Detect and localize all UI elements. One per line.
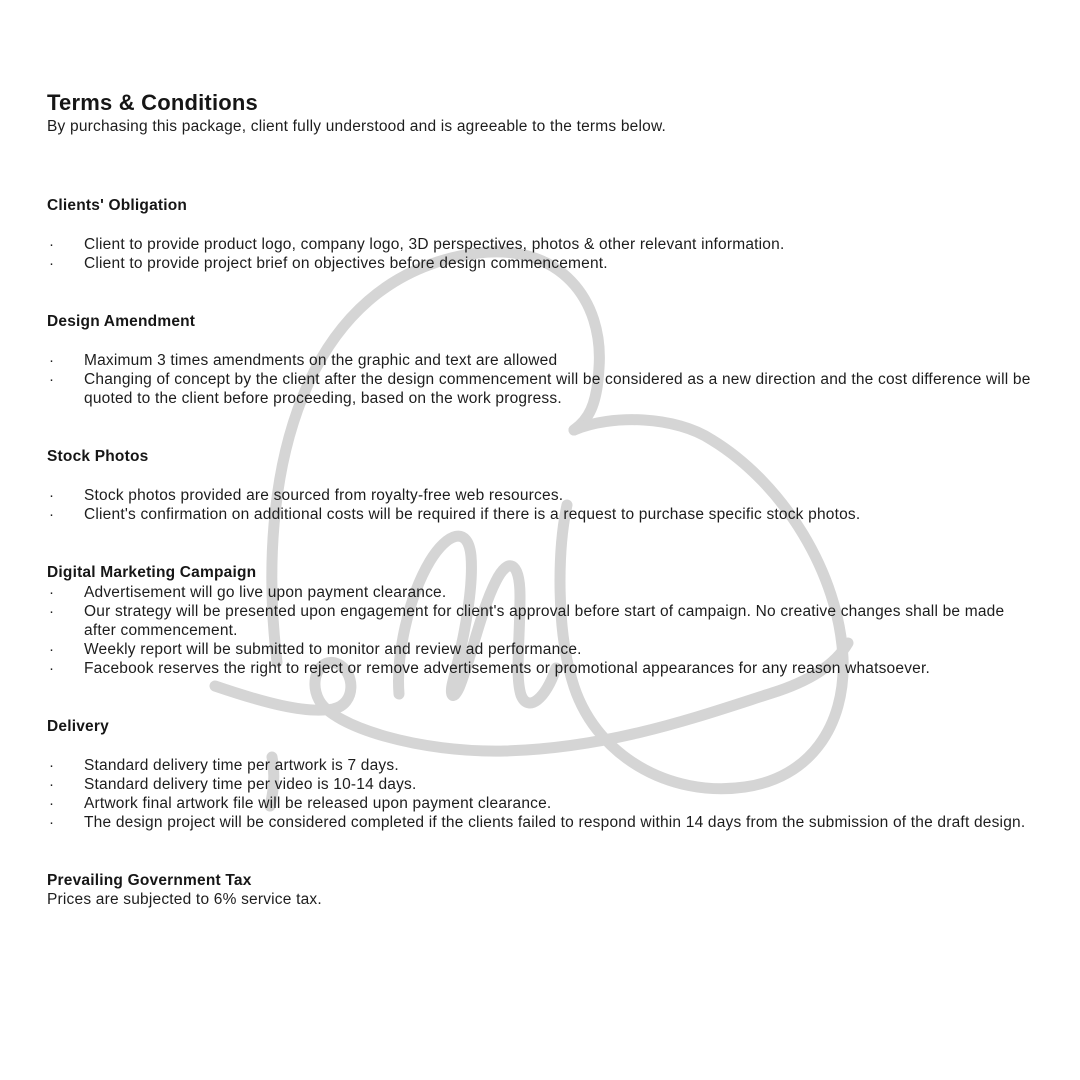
bullet-text: Client to provide project brief on objectives before design commencement. xyxy=(84,255,608,272)
bullet-dot-icon: · xyxy=(49,236,54,253)
sections-container xyxy=(47,196,1035,909)
bullet-text: Client's confirmation on additional costs will be required if there is a request to purchase specific stock photos. xyxy=(84,506,861,523)
bullet-item xyxy=(47,254,1035,273)
section-delivery xyxy=(47,717,1035,832)
page-title: Terms & Conditions xyxy=(47,90,258,115)
bullet-dot-icon: · xyxy=(49,352,54,369)
section-prevailing-government-tax xyxy=(47,871,1035,909)
bullet-text: Client to provide product logo, company logo, 3D perspectives, photos & other relevant information. xyxy=(84,236,785,253)
section-heading: Clients' Obligation xyxy=(47,197,188,214)
bullet-list xyxy=(47,486,1035,524)
section-heading: Prevailing Government Tax xyxy=(47,872,252,889)
bullet-item xyxy=(47,775,1035,794)
bullet-item xyxy=(47,659,1035,678)
section-text: Prices are subjected to 6% service tax. xyxy=(47,891,322,908)
bullet-dot-icon: · xyxy=(49,487,54,504)
section-design-amendment xyxy=(47,312,1035,408)
bullet-dot-icon: · xyxy=(49,603,54,620)
bullet-text: Maximum 3 times amendments on the graphic and text are allowed xyxy=(84,352,558,369)
bullet-item xyxy=(47,370,1035,408)
bullet-item xyxy=(47,235,1035,254)
bullet-item xyxy=(47,486,1035,505)
section-heading: Digital Marketing Campaign xyxy=(47,564,257,581)
section-heading: Design Amendment xyxy=(47,313,196,330)
bullet-item xyxy=(47,602,1035,640)
bullet-text: The design project will be considered completed if the clients failed to respond within 14 days from the submission of the draft design. xyxy=(84,814,1026,831)
intro-text: By purchasing this package, client fully understood and is agreeable to the terms below. xyxy=(47,118,667,135)
section-digital-marketing-campaign xyxy=(47,563,1035,678)
bullet-text: Standard delivery time per artwork is 7 days. xyxy=(84,757,399,774)
bullet-dot-icon: · xyxy=(49,795,54,812)
bullet-item xyxy=(47,583,1035,602)
bullet-dot-icon: · xyxy=(49,371,54,388)
bullet-list xyxy=(47,351,1035,408)
bullet-list xyxy=(47,756,1035,832)
bullet-dot-icon: · xyxy=(49,641,54,658)
section-heading: Stock Photos xyxy=(47,448,149,465)
bullet-text: Standard delivery time per video is 10-14 days. xyxy=(84,776,417,793)
bullet-text: Artwork final artwork file will be released upon payment clearance. xyxy=(84,795,552,812)
bullet-dot-icon: · xyxy=(49,506,54,523)
bullet-dot-icon: · xyxy=(49,660,54,677)
bullet-dot-icon: · xyxy=(49,255,54,272)
section-clients-obligation xyxy=(47,196,1035,273)
bullet-item xyxy=(47,505,1035,524)
bullet-list xyxy=(47,235,1035,273)
bullet-dot-icon: · xyxy=(49,776,54,793)
bullet-item xyxy=(47,640,1035,659)
bullet-text: Advertisement will go live upon payment clearance. xyxy=(84,584,447,601)
bullet-text: Weekly report will be submitted to monitor and review ad performance. xyxy=(84,641,582,658)
bullet-item xyxy=(47,813,1035,832)
bullet-item xyxy=(47,794,1035,813)
bullet-dot-icon: · xyxy=(49,584,54,601)
bullet-text: Stock photos provided are sourced from royalty-free web resources. xyxy=(84,487,564,504)
bullet-dot-icon: · xyxy=(49,757,54,774)
bullet-dot-icon: · xyxy=(49,814,54,831)
section-heading: Delivery xyxy=(47,718,109,735)
bullet-text: Facebook reserves the right to reject or remove advertisements or promotional appearances for any reason whatsoever. xyxy=(84,660,930,677)
bullet-list xyxy=(47,583,1035,678)
section-stock-photos xyxy=(47,447,1035,524)
terms-document xyxy=(47,91,1035,909)
bullet-item xyxy=(47,351,1035,370)
bullet-item xyxy=(47,756,1035,775)
bullet-text: Our strategy will be presented upon engagement for client's approval before start of campaign. No creative changes shall be made after commencement. xyxy=(84,603,1005,639)
bullet-text: Changing of concept by the client after the design commencement will be considered as a new direction and the cost difference will be quoted to the client before proceeding, based on the work progress. xyxy=(84,371,1031,407)
